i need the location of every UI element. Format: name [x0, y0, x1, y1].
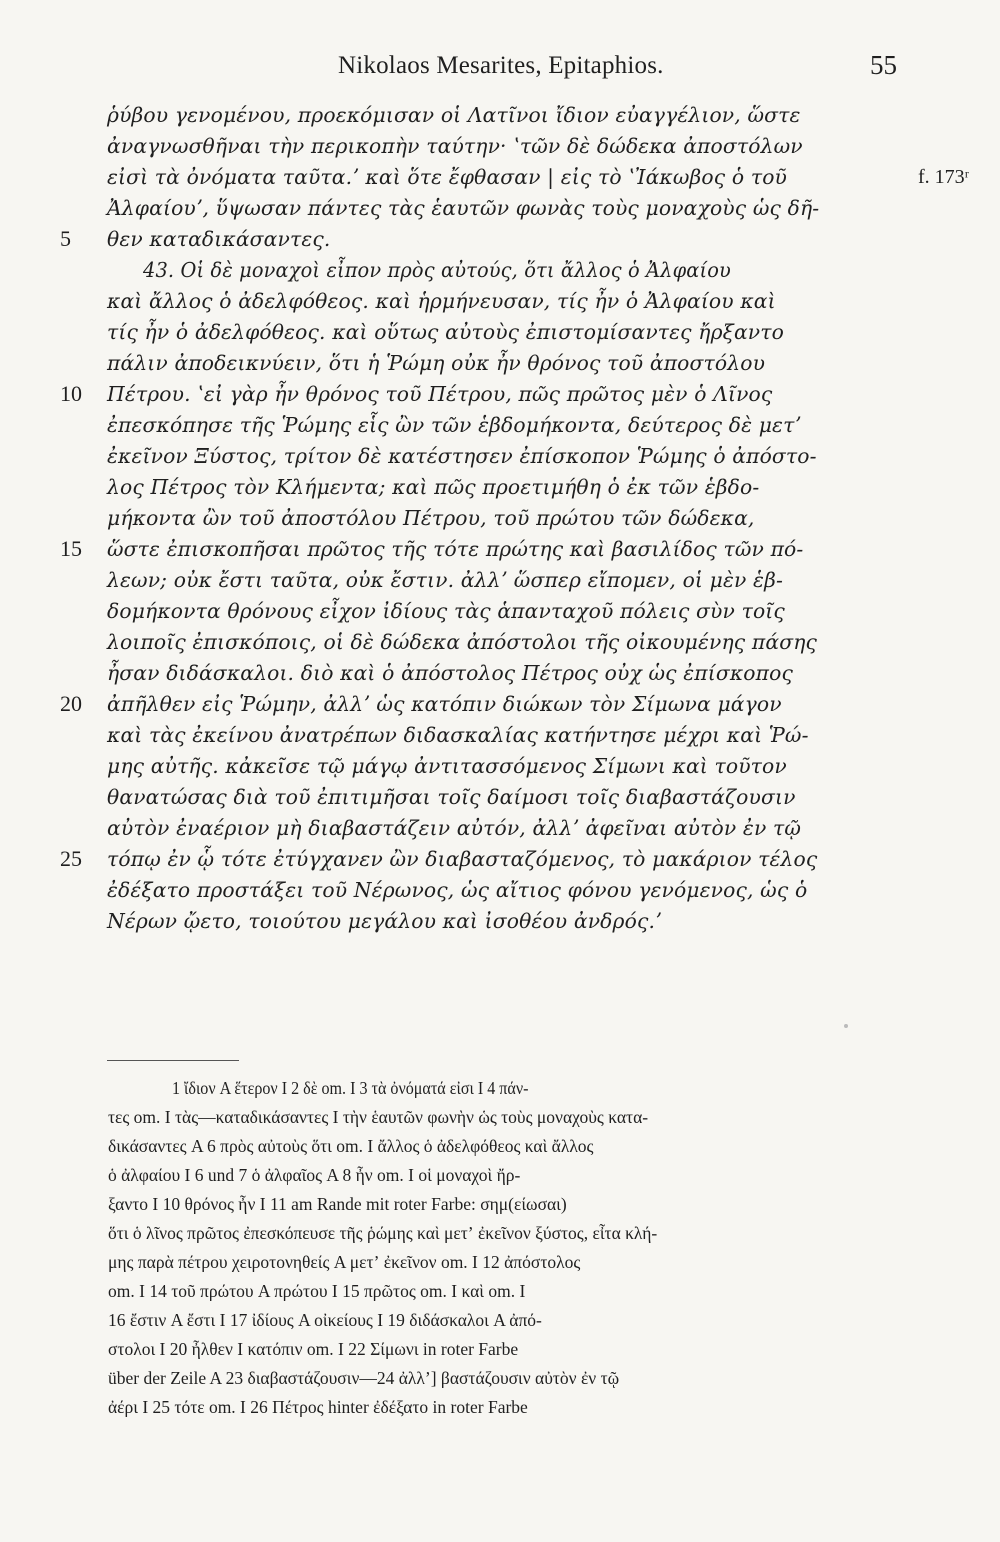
text-line: θεν καταδικάσαντες.	[107, 227, 331, 251]
apparatus-line: über der Zeile A 23 διαβαστάζουσιν—24 ἀλλʼ] βαστάζουσιν αὐτὸν ἐν τῷ	[108, 1368, 620, 1388]
apparatus-line: ὅτι ὁ λῖνος πρῶτος ἐπεσκόπευσε τῆς ῥώμης καὶ μετʼ ἐκεῖνον ξύστος, εἶτα κλή-	[108, 1223, 658, 1243]
running-title: Nikolaos Mesarites, Epitaphios.	[338, 52, 664, 79]
text-line: Πέτρου. ʽεἰ γὰρ ἦν θρόνος τοῦ Πέτρου, πῶς πρῶτος μὲν ὁ Λῖνος	[107, 382, 773, 406]
line-number: 10	[60, 381, 82, 406]
text-line: θανατώσας διὰ τοῦ ἐπιτιμῆσαι τοῖς δαίμοσι τοῖς διαβαστάζουσιν	[107, 785, 796, 809]
apparatus-line: 1 ἴδιον A ἕτερον I 2 δὲ om. I 3 τὰ ὀνόματά εἰσι I 4 πάν-	[172, 1078, 529, 1098]
text-line: λοιποῖς ἐπισκόποις, οἱ δὲ δώδεκα ἀπόστολοι τῆς οἰκουμένης πάσης	[107, 630, 818, 654]
page-number: 55	[870, 50, 897, 80]
text-line: ὥστε ἐπισκοπῆσαι πρῶτος τῆς τότε πρώτης καὶ βασιλίδος τῶν πό-	[107, 537, 804, 561]
apparatus-line: τες om. I τὰς—καταδικάσαντες I τὴν ἑαυτῶν φωνὴν ὡς τοὺς μοναχοὺς κατα-	[108, 1107, 649, 1127]
text-line: ἀπῆλθεν εἰς Ῥώμην, ἀλλʼ ὡς κατόπιν διώκων τὸν Σίμωνα μάγον	[107, 692, 782, 716]
line-number: 15	[60, 536, 82, 561]
text-line: ἀναγνωσθῆναι τὴν περικοπὴν ταύτην· ʽτῶν δὲ δώδεκα ἀποστόλων	[107, 134, 803, 158]
apparatus-line: στολοι I 20 ἦλθεν I κατόπιν om. I 22 Σίμωνι in roter Farbe	[108, 1339, 519, 1359]
text-line: εἰσὶ τὰ ὀνόματα ταῦτα.ʼ καὶ ὅτε ἔφθασαν | εἰς τὸ ʽἸάκωβος ὁ τοῦ	[107, 165, 788, 189]
apparatus-line: ἀέρι I 25 τότε om. I 26 Πέτρος hinter ἐδέξατο in roter Farbe	[108, 1397, 528, 1417]
text-line: δομήκοντα θρόνους εἶχον ἰδίους τὰς ἁπανταχοῦ πόλεις σὺν τοῖς	[107, 599, 785, 623]
apparatus-line: om. I 14 τοῦ πρώτου A πρώτου I 15 πρῶτος om. I καὶ om. I	[108, 1281, 526, 1301]
text-line: Νέρων ᾤετο, τοιούτου μεγάλου καὶ ἰσοθέου ἀνδρός.ʼ	[107, 909, 662, 933]
text-line: 43. Οἱ δὲ μοναχοὶ εἶπον πρὸς αὐτούς, ὅτι ἄλλος ὁ Ἀλφαίου	[143, 258, 731, 282]
text-line: τόπῳ ἐν ᾧ τότε ἐτύγχανεν ὢν διαβασταζόμενος, τὸ μακάριον τέλος	[107, 847, 818, 871]
text-line: μης αὐτῆς. κἀκεῖσε τῷ μάγῳ ἀντιτασσόμενος Σίμωνι καὶ τοῦτον	[107, 754, 787, 778]
apparatus-line: ξαντο I 10 θρόνος ἦν I 11 am Rande mit roter Farbe: σημ(είωσαι)	[108, 1194, 567, 1214]
text-line: πάλιν ἀποδεικνύειν, ὅτι ἡ Ῥώμη οὐκ ἦν θρόνος τοῦ ἀποστόλου	[107, 351, 766, 375]
text-line: καὶ ἄλλος ὁ ἀδελφόθεος. καὶ ἡρμήνευσαν, τίς ἦν ὁ Ἀλφαίου καὶ	[107, 289, 776, 313]
apparatus-line: 16 ἔστιν A ἔστι I 17 ἰδίους A οἰκείους I 19 διδάσκαλοι A ἀπό-	[108, 1310, 542, 1330]
text-line: ἐκεῖνον Ξύστος, τρίτον δὲ κατέστησεν ἐπίσκοπον Ῥώμης ὁ ἀπόστο-	[107, 444, 817, 468]
text-line: μήκοντα ὢν τοῦ ἀποστόλου Πέτρου, τοῦ πρώτου τῶν δώδεκα,	[107, 506, 755, 530]
text-line: καὶ τὰς ἐκείνου ἀνατρέπων διδασκαλίας κατήντησε μέχρι καὶ Ῥώ-	[107, 723, 809, 747]
text-line: ἦσαν διδάσκαλοι. διὸ καὶ ὁ ἀπόστολος Πέτρος οὐχ ὡς ἐπίσκοπος	[107, 661, 793, 685]
text-line: ἐπεσκόπησε τῆς Ῥώμης εἷς ὢν τῶν ἑβδομήκοντα, δεύτερος δὲ μετʼ	[107, 413, 802, 437]
text-line: τίς ἦν ὁ ἀδελφόθεος. καὶ οὕτως αὐτοὺς ἐπιστομίσαντες ἤρξαντο	[107, 320, 785, 344]
line-number: 25	[60, 846, 82, 871]
text-line: αὐτὸν ἐναέριον μὴ διαβαστάζειν αὐτόν, ἀλλʼ ἀφεῖναι αὐτὸν ἐν τῷ	[107, 816, 802, 840]
line-number: 20	[60, 691, 82, 716]
text-line: ἐδέξατο προστάξει τοῦ Νέρωνος, ὡς αἴτιος φόνου γενόμενος, ὡς ὁ	[107, 878, 808, 902]
line-number: 5	[60, 226, 71, 251]
running-header	[0, 44, 1000, 84]
text-line: Ἀλφαίουʼ, ὕψωσαν πάντες τὰς ἑαυτῶν φωνὰς τοὺς μοναχοὺς ὡς δῆ-	[107, 196, 820, 220]
speck-mark	[844, 1024, 848, 1028]
apparatus-line: δικάσαντες A 6 πρὸς αὐτοὺς ὅτι om. I ἄλλος ὁ ἀδελφόθεος καὶ ἄλλος	[108, 1136, 594, 1156]
text-line: ῥύβου γενομένου, προεκόμισαν οἱ Λατῖνοι ἴδιον εὐαγγέλιον, ὥστε	[107, 103, 801, 127]
footnote-rule	[107, 1060, 239, 1061]
text-line: λεων; οὐκ ἔστι ταῦτα, οὐκ ἔστιν. ἀλλʼ ὥσπερ εἴπομεν, οἱ μὲν ἑβ-	[107, 568, 783, 592]
apparatus-line: μης παρὰ πέτρου χειροτονηθείς A μετʼ ἐκεῖνον om. I 12 ἀπόστολος	[108, 1252, 581, 1272]
apparatus-line: ὁ ἀλφαίου I 6 und 7 ὁ ἀλφαῖος A 8 ἦν om. I οἱ μοναχοὶ ἤρ-	[108, 1165, 521, 1185]
folio-reference: f. 173ʳ	[918, 166, 970, 188]
text-line: λος Πέτρος τὸν Κλήμεντα; καὶ πῶς προετιμήθη ὁ ἐκ τῶν ἑβδο-	[107, 475, 760, 499]
